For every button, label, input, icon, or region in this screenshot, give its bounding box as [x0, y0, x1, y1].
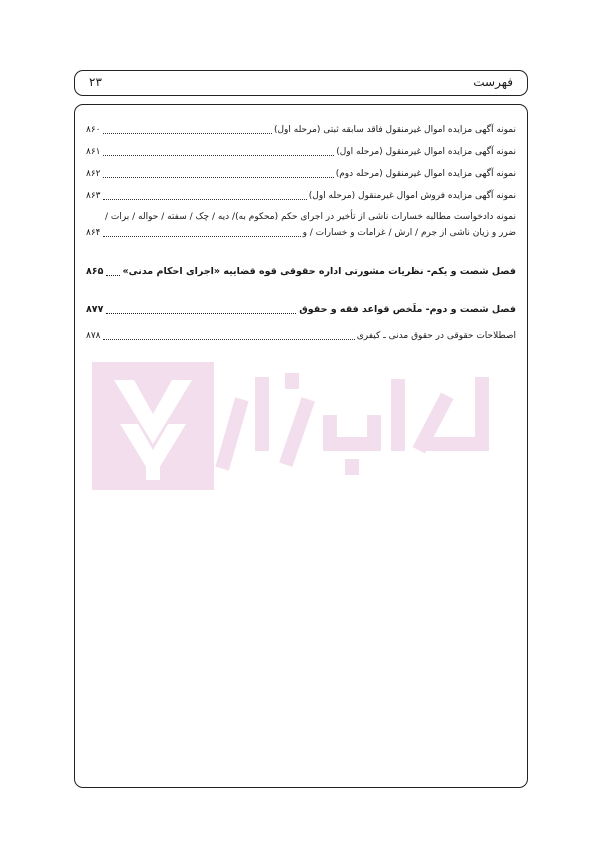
page-number: ۲۳ [89, 75, 102, 89]
toc-entry-864[interactable] [86, 209, 516, 241]
toc-entry-878[interactable] [86, 321, 516, 343]
toc-entry-860[interactable] [86, 115, 516, 137]
toc-entry-page: ۸۷۸ [86, 331, 101, 341]
dot-leader [103, 177, 334, 178]
chapter-page: ۸۷۷ [86, 304, 104, 315]
toc-entry-863[interactable] [86, 181, 516, 203]
dot-leader [106, 313, 296, 314]
toc-chapter-61[interactable] [86, 265, 516, 279]
dot-leader [103, 199, 307, 200]
toc-chapter-62[interactable] [86, 303, 516, 317]
chapter-page: ۸۶۵ [86, 266, 104, 277]
dot-leader [103, 155, 335, 156]
toc-entry-861[interactable] [86, 137, 516, 159]
header-title: فهرست [473, 75, 513, 89]
table-of-contents [86, 115, 516, 343]
page-header [74, 70, 528, 96]
toc-entry-page: ۸۶۲ [86, 169, 101, 179]
toc-entry-862[interactable] [86, 159, 516, 181]
dot-leader [103, 133, 272, 134]
toc-entry-title: نمونه آگهی مزایده اموال غیرمنقول فاقد سابقه ثبتی (مرحله اول) [273, 125, 516, 135]
toc-entry-title: اصطلاحات حقوقی در حقوق مدنی ـ کیفری [356, 331, 516, 341]
toc-entry-page: ۸۶۴ [86, 228, 101, 238]
toc-entry-page: ۸۶۳ [86, 191, 101, 201]
chapter-title: فصل شصت و یکم- نظریات مشورتی اداره حقوقی قوه قضاییه «اجرای احکام مدنی» [122, 266, 516, 277]
toc-entry-title: نمونه آگهی مزایده فروش اموال غیرمنقول (مرحله اول) [308, 191, 516, 201]
toc-entry-title-line2: ضرر و زیان ناشی از جرم / ارش / غرامات و خسارات / و [302, 228, 516, 238]
watermark-wordmark [224, 380, 482, 468]
dadbazar-watermark-logo [92, 362, 508, 490]
dot-leader [103, 236, 301, 237]
toc-entry-title: نمونه آگهی مزایده اموال غیرمنقول (مرحله اول) [336, 147, 516, 157]
dot-leader [106, 275, 119, 276]
chapter-title: فصل شصت و دوم- ملَخص قواعد فقه و حقوق [299, 304, 516, 315]
toc-entry-page: ۸۶۱ [86, 147, 101, 157]
toc-entry-title: نمونه آگهی مزایده اموال غیرمنقول (مرحله دوم) [335, 169, 516, 179]
toc-entry-title-line1: نمونه دادخواست مطالبه خسارات ناشی از تأخیر در اجرای حکم (محکوم به)/ دیه / چک / سفته / حواله / برات / [104, 212, 516, 222]
dot-leader [103, 339, 355, 340]
toc-entry-page: ۸۶۰ [86, 125, 101, 135]
